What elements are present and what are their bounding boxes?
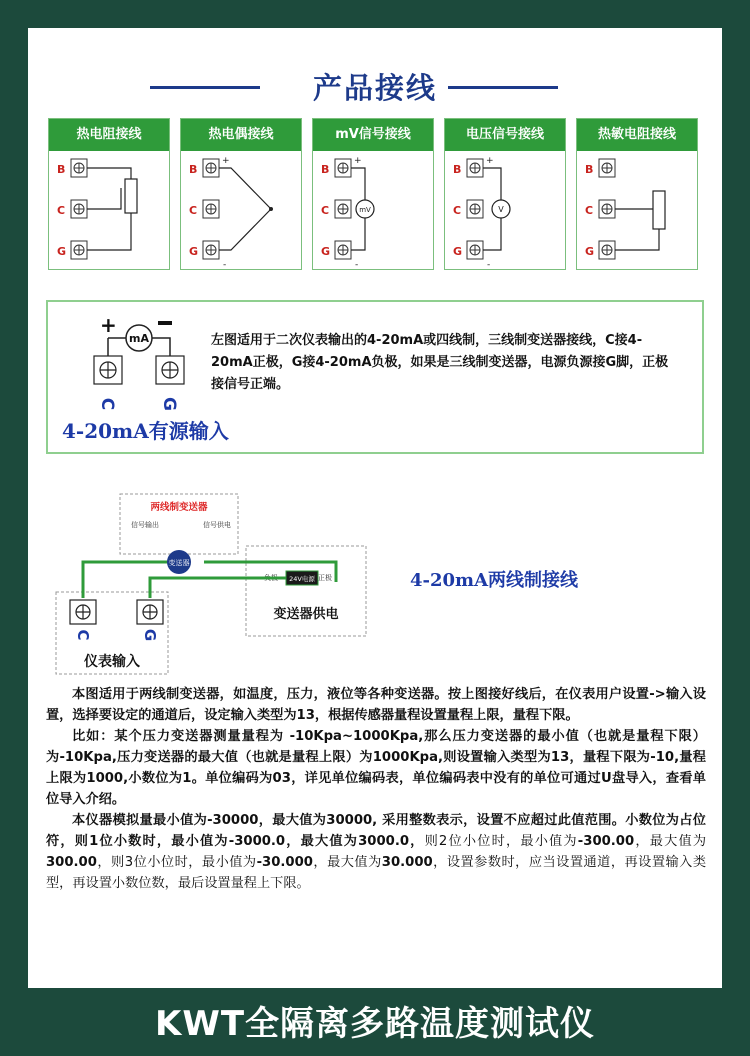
card-voltage — [444, 118, 566, 270]
terminal-label-b: B — [57, 163, 66, 176]
mv-diagram — [313, 151, 433, 269]
input-label: 仪表输入 — [84, 654, 140, 670]
card-title: 热电阻接线 — [49, 119, 169, 151]
polarity-minus: - — [355, 260, 359, 270]
para3-bold: 本仪器模拟量最小值为-30000，最大值为30000, 采用整数表示，设置不应超过此值范围。小数位为占位符，则1位小数时，最小值为-3000.0，最大值为3000.0， — [46, 813, 706, 849]
card-mv — [312, 118, 434, 270]
signal-out-label: 信号输出 — [131, 521, 159, 529]
two-wire-caption: 4-20mA两线制接线 — [410, 570, 579, 591]
transmitter-label: 变送器 — [168, 559, 190, 567]
page-title: 产品接线 — [312, 71, 437, 105]
para3-normal-2: ，最大值为 — [634, 834, 707, 849]
para3-normal-3: ，则3位小位时，最小值为 — [96, 855, 257, 870]
two-wire-diagram — [50, 490, 390, 670]
terminal-label-b: B — [453, 163, 462, 176]
terminal-label-g: G — [57, 245, 67, 258]
paragraph-2: 比如：某个压力变送器测量量程为 -10Kpa~1000Kpa,那么压力变送器的最小值（也就是量程下限）为-10Kpa,压力变送器的最大值（也就是量程上限）为1000Kpa,则设置输入类型为13，量程下限为-10,量程上限为1000,小数位为1。单位编码为03，详见单位编码表，单位编码表中没有的单位可通过U盘导入，查看单位导入介绍。 — [46, 729, 706, 807]
terminal-label-b: B — [189, 163, 198, 176]
terminal-label-b: B — [321, 163, 330, 176]
terminal-label-c: C — [321, 204, 330, 217]
card-title: mV信号接线 — [313, 119, 433, 151]
active-input-description: 左图适用于二次仪表输出的4-20mA或四线制，三线制变送器接线，C接4-20mA正极，G接4-20mA负极，如果是三线制变送器，电源负源接G脚，正极接信号正端。 — [211, 333, 669, 392]
terminal-label-g: G — [141, 628, 159, 642]
terminal-label-g: G — [585, 245, 595, 258]
signal-supply-label: 信号供电 — [203, 521, 231, 529]
terminal-label-b: B — [585, 163, 594, 176]
card-thermocouple — [180, 118, 302, 270]
terminal-label-c: C — [585, 204, 594, 217]
terminal-label-c: C — [453, 204, 462, 217]
terminal-label-g: G — [189, 245, 199, 258]
para3-normal-5: ，设置参数时，应当设置通道，再设置输入类型，再设置小数位数，最后设置量程上下限。 — [46, 855, 707, 891]
card-title: 热电偶接线 — [181, 119, 301, 151]
title-area — [28, 66, 722, 106]
para3-value-1: -300.00 — [577, 834, 635, 849]
para3-normal-1: 则2位小位时，最小值为 — [424, 834, 578, 849]
power-label: 24V电源 — [289, 575, 315, 583]
terminal-label-g: G — [453, 245, 463, 258]
terminal-label-g: G — [159, 397, 179, 411]
card-title: 热敏电阻接线 — [577, 119, 697, 151]
meter-unit: mA — [129, 332, 149, 345]
voltage-diagram — [445, 151, 565, 269]
supply-box — [246, 546, 366, 636]
card-thermistor — [576, 118, 698, 270]
para3-normal-4: ，最大值为 — [312, 855, 382, 870]
card-title: 电压信号接线 — [445, 119, 565, 151]
active-input-diagram — [78, 310, 228, 420]
terminal-label-g: G — [321, 245, 331, 258]
card-rtd — [48, 118, 170, 270]
paragraph-1: 本图适用于两线制变送器，如温度，压力，液位等各种变送器。按上图接好线后，在仪表用户设置->输入设置，选择要设定的通道后，设定输入类型为13，根据传感器量程设置量程上限，量程下限。 — [46, 687, 706, 723]
active-input-caption: 4-20mA有源输入 — [62, 419, 229, 443]
rtd-diagram — [49, 151, 169, 269]
thermocouple-diagram — [181, 151, 301, 269]
plus-sign: + — [100, 313, 117, 337]
minus-sign — [158, 321, 172, 325]
content-sheet — [28, 28, 722, 988]
para3-value-3: -30.000 — [256, 855, 313, 870]
polarity-plus: + — [486, 156, 494, 166]
paragraph-3 — [46, 810, 706, 894]
active-input-panel — [46, 300, 704, 454]
neg-label: 负极 — [264, 574, 278, 582]
footer-title: KWT全隔离多路温度测试仪 — [154, 1004, 596, 1044]
terminal-label-c: C — [97, 397, 117, 411]
voltage-symbol: V — [498, 205, 504, 214]
thermocouple-junction-icon — [219, 168, 271, 250]
pos-label: 正极 — [318, 574, 332, 582]
thermistor-diagram — [577, 151, 697, 269]
polarity-minus: - — [487, 260, 491, 270]
terminal-label-c: C — [57, 204, 66, 217]
transmitter-title: 两线制变送器 — [150, 502, 208, 513]
polarity-plus: + — [222, 156, 230, 166]
mv-symbol: mV — [359, 206, 371, 214]
terminal-label-c: C — [74, 629, 92, 641]
instruction-text — [46, 684, 706, 894]
thermistor-icon — [653, 191, 665, 229]
polarity-plus: + — [354, 156, 362, 166]
para3-value-2: 300.00 — [46, 855, 97, 870]
polarity-minus: - — [223, 260, 227, 270]
terminal-label-c: C — [189, 204, 198, 217]
para3-value-4: 30.000 — [381, 855, 433, 870]
supply-label: 变送器供电 — [273, 607, 339, 622]
resistor-icon — [125, 179, 137, 213]
